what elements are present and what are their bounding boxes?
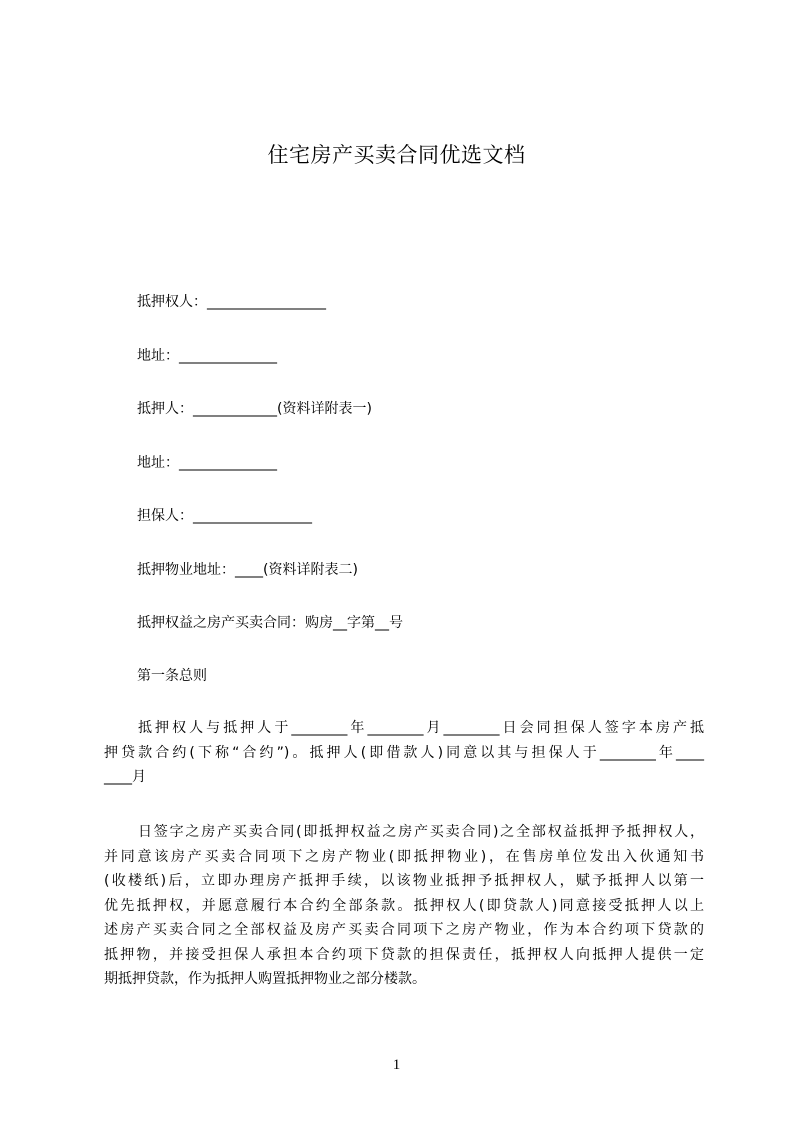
page-number: 1	[392, 1057, 401, 1073]
paragraph-2-line: (收楼纸)后，立即办理房产抵押手续，以该物业抵押予抵押权人，赋予抵押人以第一	[104, 873, 704, 889]
paragraph-1-line: 抵押权人与抵押人于________年________月________日会同担保人签字本房产抵	[138, 720, 704, 736]
document-title: 住宅房产买卖合同优选文档	[267, 143, 526, 167]
paragraph-1-line: ____月	[104, 769, 146, 785]
paragraph-1-line: 押贷款合约(下称“合约”)。抵押人(即借款人)同意以其与担保人于________年____	[104, 744, 704, 761]
field-property-address: 抵押物业地址：____(资料详附表二)	[137, 562, 358, 578]
field-mortgagee: 抵押权人：_________________	[137, 294, 326, 310]
field-purchase-contract: 抵押权益之房产买卖合同：购房__字第__号	[137, 615, 403, 631]
paragraph-2	[104, 820, 704, 992]
section-heading: 第一条总则	[137, 668, 207, 684]
paragraph-2-line: 优先抵押权，并愿意履行本合约全部条款。抵押权人(即贷款人)同意接受抵押人以上	[104, 897, 704, 914]
paragraph-1	[104, 716, 704, 790]
paragraph-2-line: 期抵押贷款，作为抵押人购置抵押物业之部分楼款。	[104, 971, 426, 987]
paragraph-2-line: 抵押物，并接受担保人承担本合约项下贷款的担保责任，抵押权人向抵押人提供一定	[104, 946, 704, 963]
field-mortgagor: 抵押人：____________(资料详附表一)	[137, 401, 372, 417]
field-mortgagor-address: 地址：______________	[137, 455, 277, 471]
paragraph-2-line: 述房产买卖合同之全部权益及房产买卖合同项下之房产物业，作为本合约项下贷款的	[104, 922, 704, 938]
paragraph-2-line: 日签字之房产买卖合同(即抵押权益之房产买卖合同)之全部权益抵押予抵押权人，	[138, 824, 704, 840]
field-guarantor: 担保人：_________________	[137, 508, 312, 524]
paragraph-2-line: 并同意该房产买卖合同项下之房产物业(即抵押物业)，在售房单位发出入伙通知书	[104, 848, 704, 865]
field-mortgagee-address: 地址：______________	[137, 348, 277, 364]
